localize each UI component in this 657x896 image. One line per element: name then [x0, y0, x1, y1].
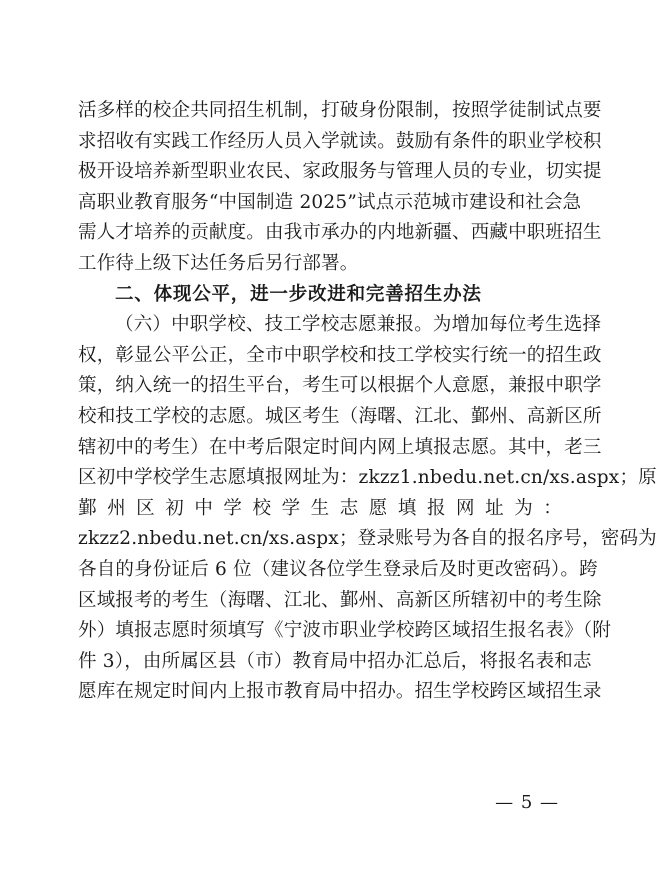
page-number: — 5 —	[495, 792, 559, 813]
paragraph-line: 愿库在规定时间内上报市教育局中招办。招生学校跨区域招生录	[78, 681, 602, 703]
paragraph-line: 高职业教育服务“中国制造 2025”试点示范城市建设和社会急	[78, 191, 582, 213]
paragraph-line: zkzz2.nbedu.net.cn/xs.aspx；登录账号为各自的报名序号，密码为	[78, 528, 657, 550]
paragraph-line: 件 3），由所属区县（市）教育局中招办汇总后，将报名表和志	[78, 650, 592, 672]
paragraph-line: 区初中学校学生志愿填报网址为：zkzz1.nbedu.net.cn/xs.aspx；原	[78, 467, 657, 489]
paragraph-line: 鄞州区初中学校学生志愿填报网址为：	[78, 497, 562, 519]
paragraph-line: 各自的身份证后 6 位（建议各位学生登录后及时更改密码）。跨	[78, 558, 598, 580]
paragraph-line: 外）填报志愿时须填写《宁波市职业学校跨区域招生报名表》（附	[78, 620, 612, 642]
paragraph-line: 极开设培养新型职业农民、家政服务与管理人员的专业，切实提	[78, 161, 602, 183]
paragraph-line: 辖初中的考生）在中考后限定时间内网上填报志愿。其中，老三	[78, 436, 602, 458]
document-body	[78, 96, 657, 708]
paragraph-line: 校和技工学校的志愿。城区考生（海曙、江北、鄞州、高新区所	[78, 405, 602, 427]
paragraph-line: 区域报考的考生（海曙、江北、鄞州、高新区所辖初中的考生除	[78, 589, 602, 611]
section-heading: 二、体现公平，进一步改进和完善招生办法	[115, 283, 482, 305]
paragraph-line: 权，彰显公平公正，全市中职学校和技工学校实行统一的招生政	[78, 344, 602, 366]
paragraph-line: 求招收有实践工作经历人员入学就读。鼓励有条件的职业学校积	[78, 130, 602, 152]
paragraph-line: 活多样的校企共同招生机制，打破身份限制，按照学徒制试点要	[78, 100, 602, 121]
paragraph-line: （六）中职学校、技工学校志愿兼报。为增加每位考生选择	[115, 314, 602, 336]
paragraph-line: 需人才培养的贡献度。由我市承办的内地新疆、西藏中职班招生	[78, 222, 602, 244]
paragraph-line: 策，纳入统一的招生平台，考生可以根据个人意愿，兼报中职学	[78, 375, 602, 397]
paragraph-line: 工作待上级下达任务后另行部署。	[78, 252, 359, 274]
